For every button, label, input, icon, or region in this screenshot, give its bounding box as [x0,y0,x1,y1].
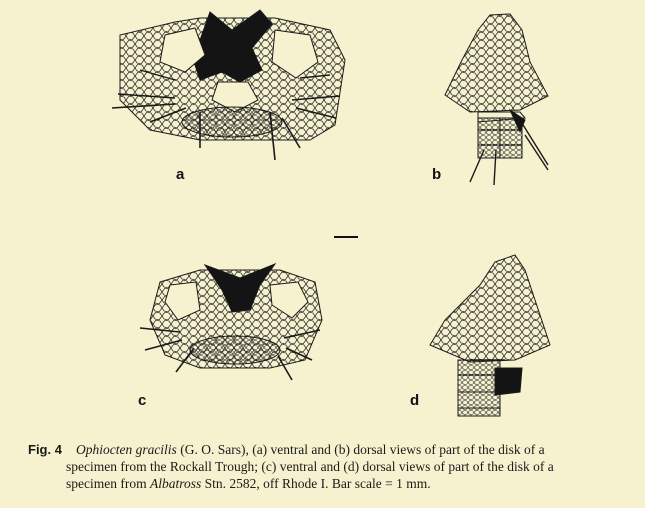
panel-label-a: a [176,166,185,183]
panel-label-b: b [432,166,442,183]
caption-line-1-text: (G. O. Sars), (a) ventral and (b) dorsal views of part of the disk of a [176,442,545,457]
caption-line-1 [28,441,628,458]
scale-bar [334,236,358,238]
drawing-a [112,10,345,160]
panel-label-c: c [138,392,147,409]
ship-name: Albatross [149,476,202,491]
panel-label-d: d [410,392,420,409]
drawing-d [430,255,550,416]
figure-number: Fig. 4 [28,442,62,457]
drawing-c [140,264,322,380]
caption-line-3 [28,475,628,492]
caption-line-2: specimen from the Rockall Trough; (c) ventral and (d) dorsal views of part of the disk of a [66,459,554,474]
caption-line-3-start: specimen from [66,476,150,491]
figure-caption [28,441,628,492]
caption-line-3-end: Stn. 2582, off Rhode I. Bar scale = 1 mm. [201,476,431,491]
drawing-b [445,14,548,185]
species-name: Ophiocten gracilis [75,442,177,457]
